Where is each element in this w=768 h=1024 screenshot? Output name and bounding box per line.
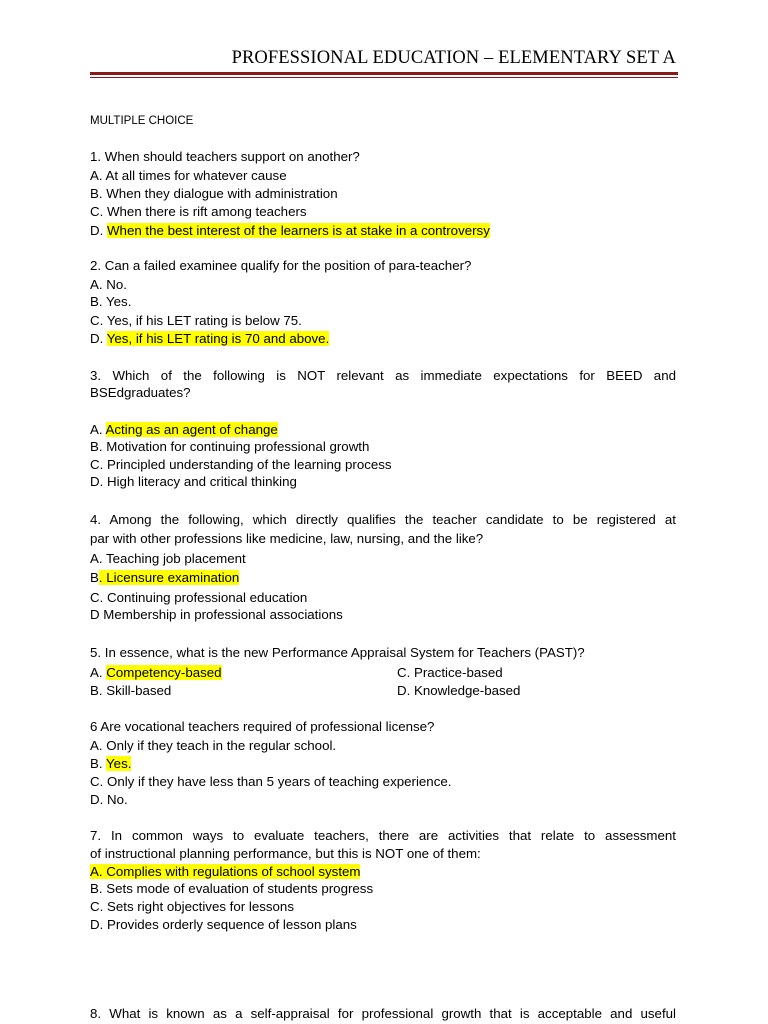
option-a: A. No. (90, 277, 127, 292)
option-b: B. Sets mode of evaluation of students progress (90, 881, 374, 896)
highlighted-answer: Yes, if his LET rating is 70 and above. (106, 331, 330, 346)
option-b (90, 570, 239, 586)
option-d: D. Provides orderly sequence of lesson plans (90, 917, 357, 932)
option-b (90, 756, 131, 772)
option-d: D. Knowledge-based (397, 683, 521, 698)
question-text-line-2: BSEdgraduates? (90, 385, 191, 400)
option-c: C. Yes, if his LET rating is below 75. (90, 313, 302, 328)
options-row-1 (90, 665, 650, 681)
option-b: B. When they dialogue with administration (90, 186, 338, 201)
question-text: 6 Are vocational teachers required of professional license? (90, 719, 435, 734)
option-a (90, 422, 278, 438)
option-d: D Membership in professional associations (90, 607, 343, 622)
option-a: A. Teaching job placement (90, 551, 246, 566)
option-prefix: A. (90, 422, 106, 437)
option-d (90, 223, 490, 239)
question-text-line-2: par with other professions like medicine, law, nursing, and the like? (90, 531, 484, 546)
question-text: 1. When should teachers support on another? (90, 149, 360, 164)
highlighted-answer: Competency-based (106, 665, 222, 680)
options-row-2 (90, 683, 650, 699)
option-c: C. Practice-based (397, 665, 503, 680)
option-c: C. Principled understanding of the learning process (90, 457, 392, 472)
option-prefix: D. (90, 223, 107, 238)
option-b: B. Skill-based (90, 683, 172, 698)
highlighted-answer: . Licensure examination (98, 570, 240, 585)
option-a: A. At all times for whatever cause (90, 168, 287, 183)
section-label: MULTIPLE CHOICE (90, 115, 194, 127)
option-c: C. Sets right objectives for lessons (90, 899, 294, 914)
option-c: C. When there is rift among teachers (90, 204, 307, 219)
option-a (90, 864, 360, 880)
highlighted-answer: Yes. (106, 756, 132, 771)
highlighted-answer: When the best interest of the learners is at stake in a controversy (107, 223, 490, 238)
header-rule-thin (90, 77, 678, 78)
question-text: 2. Can a failed examinee qualify for the position of para-teacher? (90, 258, 472, 273)
highlighted-answer: Acting as an agent of change (105, 422, 278, 437)
option-a (90, 665, 222, 680)
option-prefix: D. (90, 331, 107, 346)
option-b: B. Motivation for continuing professional growth (90, 439, 370, 454)
option-prefix: B. (90, 756, 107, 771)
option-d: D. High literacy and critical thinking (90, 474, 297, 489)
option-prefix: A. (90, 665, 107, 680)
option-prefix: B (90, 570, 99, 585)
question-text: 5. In essence, what is the new Performance Appraisal System for Teachers (PAST)? (90, 645, 585, 660)
question-text-line-1: 3. Which of the following is NOT relevant as immediate expectations for BEED and (90, 368, 676, 383)
option-d (90, 331, 329, 347)
document-title: PROFESSIONAL EDUCATION – ELEMENTARY SET A (231, 48, 676, 68)
question-text-line-1: 7. In common ways to evaluate teachers, there are activities that relate to assessment (90, 828, 676, 843)
option-a: A. Only if they teach in the regular school. (90, 738, 337, 753)
question-text-line-1: 8. What is known as a self-appraisal for professional growth that is acceptable and useful (90, 1006, 676, 1021)
option-c: C. Continuing professional education (90, 590, 308, 605)
option-d: D. No. (90, 792, 128, 807)
highlighted-answer: A. Complies with regulations of school system (90, 864, 361, 879)
option-b: B. Yes. (90, 294, 132, 309)
option-c: C. Only if they have less than 5 years of teaching experience. (90, 774, 452, 789)
question-text-line-1: 4. Among the following, which directly qualifies the teacher candidate to be registered at (90, 512, 676, 527)
question-text-line-2: of instructional planning performance, but this is NOT one of them: (90, 846, 481, 861)
header-rule-thick (90, 72, 678, 75)
